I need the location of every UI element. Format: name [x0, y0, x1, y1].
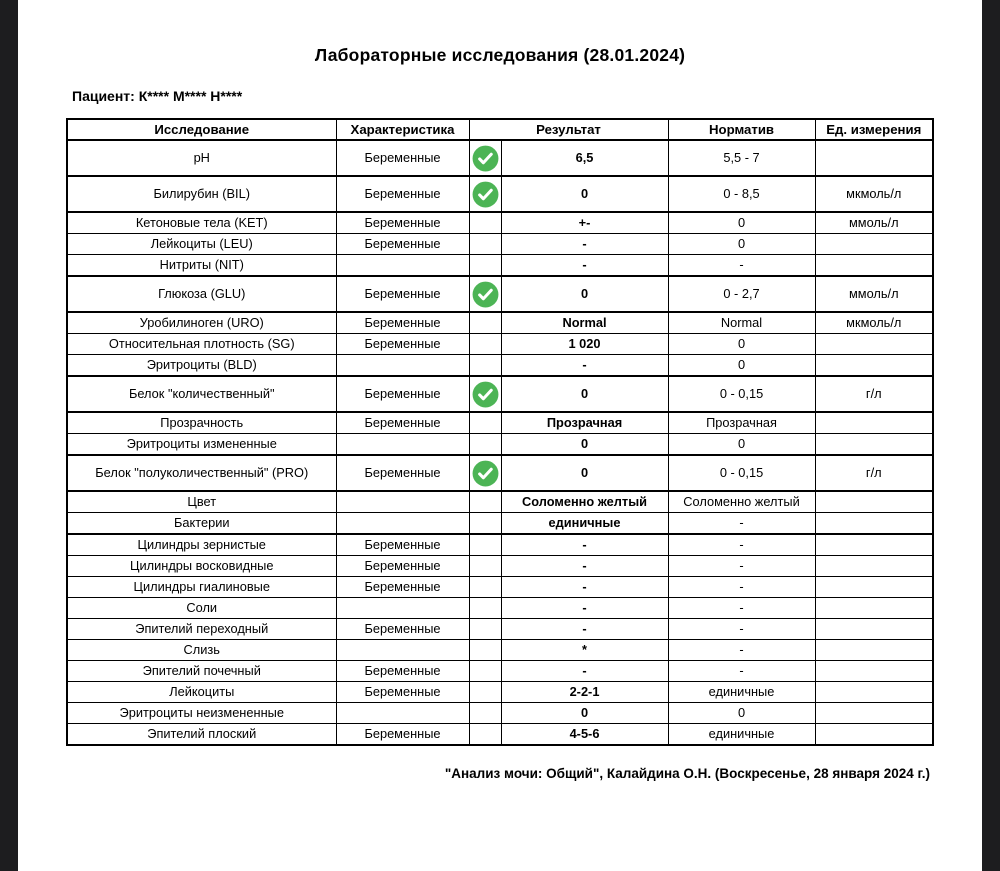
check-cell — [469, 640, 501, 661]
norm-cell: 0 — [668, 703, 815, 724]
characteristic-cell: Беременные — [336, 334, 469, 355]
check-circle-icon — [470, 145, 501, 172]
result-cell: 0 — [501, 376, 668, 412]
unit-cell — [815, 661, 933, 682]
test-name-cell: Лейкоциты — [67, 682, 336, 703]
unit-cell — [815, 703, 933, 724]
characteristic-cell: Беременные — [336, 455, 469, 491]
check-cell — [469, 682, 501, 703]
header-norm: Норматив — [668, 119, 815, 140]
check-cell — [469, 376, 501, 412]
unit-cell — [815, 598, 933, 619]
unit-cell: мкмоль/л — [815, 312, 933, 334]
test-name-cell: Белок "количественный" — [67, 376, 336, 412]
characteristic-cell — [336, 640, 469, 661]
check-circle-icon — [470, 181, 501, 208]
norm-cell: - — [668, 513, 815, 535]
norm-cell: 0 — [668, 334, 815, 355]
table-row — [67, 513, 933, 535]
table-row — [67, 724, 933, 746]
characteristic-cell: Беременные — [336, 682, 469, 703]
table-row — [67, 661, 933, 682]
norm-cell: - — [668, 556, 815, 577]
result-cell: 6,5 — [501, 140, 668, 176]
check-cell — [469, 534, 501, 556]
unit-cell: ммоль/л — [815, 212, 933, 234]
check-cell — [469, 234, 501, 255]
check-cell — [469, 491, 501, 513]
characteristic-cell: Беременные — [336, 234, 469, 255]
lab-report-page — [18, 0, 982, 871]
norm-cell: 0 — [668, 212, 815, 234]
result-cell: 0 — [501, 703, 668, 724]
check-cell — [469, 334, 501, 355]
norm-cell: 0 — [668, 434, 815, 456]
check-circle-icon — [470, 281, 501, 308]
table-row — [67, 703, 933, 724]
table-row — [67, 212, 933, 234]
test-name-cell: Относительная плотность (SG) — [67, 334, 336, 355]
result-cell: - — [501, 598, 668, 619]
norm-cell: 0 — [668, 234, 815, 255]
unit-cell: г/л — [815, 376, 933, 412]
characteristic-cell: Беременные — [336, 619, 469, 640]
characteristic-cell: Беременные — [336, 312, 469, 334]
unit-cell — [815, 355, 933, 377]
table-row — [67, 140, 933, 176]
result-cell: единичные — [501, 513, 668, 535]
result-cell: - — [501, 577, 668, 598]
result-cell: 0 — [501, 434, 668, 456]
result-cell: - — [501, 234, 668, 255]
result-cell: - — [501, 619, 668, 640]
test-name-cell: Белок "полуколичественный" (PRO) — [67, 455, 336, 491]
unit-cell — [815, 234, 933, 255]
header-result: Результат — [469, 119, 668, 140]
result-cell: 2-2-1 — [501, 682, 668, 703]
check-cell — [469, 312, 501, 334]
test-name-cell: Нитриты (NIT) — [67, 255, 336, 277]
header-unit: Ед. измерения — [815, 119, 933, 140]
norm-cell: 5,5 - 7 — [668, 140, 815, 176]
result-cell: 0 — [501, 276, 668, 312]
unit-cell — [815, 724, 933, 746]
result-cell: - — [501, 556, 668, 577]
check-cell — [469, 661, 501, 682]
norm-cell: - — [668, 598, 815, 619]
test-name-cell: Эритроциты неизмененные — [67, 703, 336, 724]
unit-cell: мкмоль/л — [815, 176, 933, 212]
check-cell — [469, 255, 501, 277]
test-name-cell: Прозрачность — [67, 412, 336, 434]
test-name-cell: Кетоновые тела (KET) — [67, 212, 336, 234]
check-cell — [469, 577, 501, 598]
table-row — [67, 640, 933, 661]
characteristic-cell: Беременные — [336, 412, 469, 434]
characteristic-cell — [336, 355, 469, 377]
characteristic-cell: Беременные — [336, 556, 469, 577]
unit-cell — [815, 577, 933, 598]
norm-cell: Normal — [668, 312, 815, 334]
unit-cell: г/л — [815, 455, 933, 491]
right-edge-bar — [982, 0, 1000, 871]
test-name-cell: Эпителий почечный — [67, 661, 336, 682]
unit-cell — [815, 412, 933, 434]
result-cell: Normal — [501, 312, 668, 334]
characteristic-cell: Беременные — [336, 176, 469, 212]
characteristic-cell: Беременные — [336, 724, 469, 746]
test-name-cell: Билирубин (BIL) — [67, 176, 336, 212]
table-row — [67, 234, 933, 255]
test-name-cell: pH — [67, 140, 336, 176]
table-row — [67, 619, 933, 640]
table-row — [67, 534, 933, 556]
check-cell — [469, 455, 501, 491]
test-name-cell: Эпителий переходный — [67, 619, 336, 640]
norm-cell: 0 — [668, 355, 815, 377]
check-circle-icon — [470, 381, 501, 408]
characteristic-cell: Беременные — [336, 661, 469, 682]
check-cell — [469, 140, 501, 176]
check-cell — [469, 619, 501, 640]
characteristic-cell — [336, 255, 469, 277]
check-cell — [469, 434, 501, 456]
characteristic-cell: Беременные — [336, 212, 469, 234]
test-name-cell: Слизь — [67, 640, 336, 661]
unit-cell — [815, 434, 933, 456]
characteristic-cell — [336, 491, 469, 513]
test-name-cell: Эритроциты измененные — [67, 434, 336, 456]
unit-cell — [815, 491, 933, 513]
check-cell — [469, 176, 501, 212]
unit-cell — [815, 140, 933, 176]
result-cell: 1 020 — [501, 334, 668, 355]
unit-cell — [815, 682, 933, 703]
check-cell — [469, 513, 501, 535]
norm-cell: 0 - 2,7 — [668, 276, 815, 312]
table-header-row — [67, 119, 933, 140]
report-footer: "Анализ мочи: Общий", Калайдина О.Н. (Воскресенье, 28 января 2024 г.) — [444, 766, 930, 781]
result-cell: - — [501, 355, 668, 377]
patient-label: Пациент: К**** М**** Н**** — [72, 88, 243, 104]
check-cell — [469, 598, 501, 619]
unit-cell — [815, 619, 933, 640]
test-name-cell: Эритроциты (BLD) — [67, 355, 336, 377]
unit-cell — [815, 534, 933, 556]
result-cell: 0 — [501, 455, 668, 491]
norm-cell: единичные — [668, 724, 815, 746]
characteristic-cell — [336, 513, 469, 535]
characteristic-cell — [336, 434, 469, 456]
characteristic-cell: Беременные — [336, 534, 469, 556]
result-cell: * — [501, 640, 668, 661]
characteristic-cell: Беременные — [336, 140, 469, 176]
result-cell: Прозрачная — [501, 412, 668, 434]
check-cell — [469, 212, 501, 234]
table-row — [67, 682, 933, 703]
check-circle-icon — [470, 460, 501, 487]
check-cell — [469, 276, 501, 312]
norm-cell: - — [668, 255, 815, 277]
table-row — [67, 577, 933, 598]
lab-results-table — [66, 118, 934, 746]
table-row — [67, 455, 933, 491]
unit-cell — [815, 513, 933, 535]
unit-cell — [815, 640, 933, 661]
table-row — [67, 556, 933, 577]
check-cell — [469, 355, 501, 377]
test-name-cell: Лейкоциты (LEU) — [67, 234, 336, 255]
norm-cell: 0 - 0,15 — [668, 376, 815, 412]
header-characteristic: Характеристика — [336, 119, 469, 140]
result-cell: +- — [501, 212, 668, 234]
norm-cell: - — [668, 577, 815, 598]
characteristic-cell: Беременные — [336, 276, 469, 312]
table-row — [67, 276, 933, 312]
result-cell: - — [501, 255, 668, 277]
test-name-cell: Глюкоза (GLU) — [67, 276, 336, 312]
check-cell — [469, 412, 501, 434]
left-edge-bar — [0, 0, 18, 871]
norm-cell: 0 - 0,15 — [668, 455, 815, 491]
page-title: Лабораторные исследования (28.01.2024) — [314, 45, 686, 65]
test-name-cell: Цилиндры зернистые — [67, 534, 336, 556]
unit-cell — [815, 255, 933, 277]
test-name-cell: Эпителий плоский — [67, 724, 336, 746]
norm-cell: 0 - 8,5 — [668, 176, 815, 212]
result-cell: 0 — [501, 176, 668, 212]
table-row — [67, 255, 933, 277]
unit-cell: ммоль/л — [815, 276, 933, 312]
table-row — [67, 434, 933, 456]
table-row — [67, 334, 933, 355]
test-name-cell: Цвет — [67, 491, 336, 513]
test-name-cell: Цилиндры восковидные — [67, 556, 336, 577]
norm-cell: - — [668, 534, 815, 556]
test-name-cell: Бактерии — [67, 513, 336, 535]
result-cell: - — [501, 534, 668, 556]
check-cell — [469, 703, 501, 724]
table-row — [67, 412, 933, 434]
result-cell: 4-5-6 — [501, 724, 668, 746]
test-name-cell: Соли — [67, 598, 336, 619]
table-row — [67, 176, 933, 212]
norm-cell: единичные — [668, 682, 815, 703]
unit-cell — [815, 556, 933, 577]
table-row — [67, 312, 933, 334]
check-cell — [469, 556, 501, 577]
characteristic-cell — [336, 598, 469, 619]
check-cell — [469, 724, 501, 746]
table-row — [67, 355, 933, 377]
test-name-cell: Уробилиноген (URO) — [67, 312, 336, 334]
unit-cell — [815, 334, 933, 355]
result-cell: Соломенно желтый — [501, 491, 668, 513]
norm-cell: - — [668, 640, 815, 661]
norm-cell: - — [668, 619, 815, 640]
norm-cell: - — [668, 661, 815, 682]
table-row — [67, 491, 933, 513]
table-row — [67, 598, 933, 619]
characteristic-cell: Беременные — [336, 376, 469, 412]
header-test: Исследование — [67, 119, 336, 140]
test-name-cell: Цилиндры гиалиновые — [67, 577, 336, 598]
table-row — [67, 376, 933, 412]
characteristic-cell — [336, 703, 469, 724]
characteristic-cell: Беременные — [336, 577, 469, 598]
result-cell: - — [501, 661, 668, 682]
norm-cell: Соломенно желтый — [668, 491, 815, 513]
norm-cell: Прозрачная — [668, 412, 815, 434]
